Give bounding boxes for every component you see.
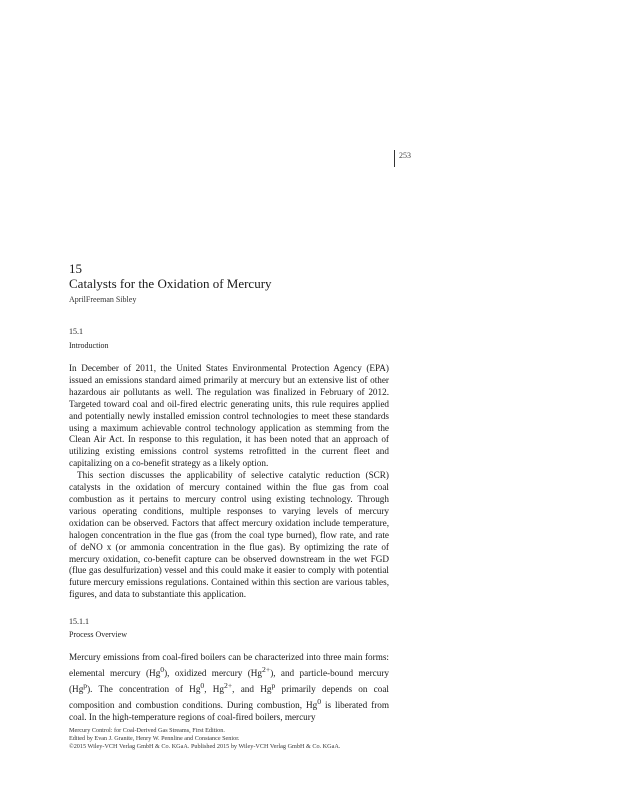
section-title: Introduction: [69, 341, 109, 350]
introduction-body: [69, 363, 389, 601]
footer-line: Mercury Control: for Coal-Derived Gas Streams, First Edition.: [69, 727, 225, 734]
process-overview-body: [69, 652, 389, 724]
chapter-author: AprilFreeman Sibley: [69, 295, 137, 304]
subsection-title: Process Overview: [69, 630, 127, 639]
section-number: 15.1: [69, 327, 83, 336]
page-number-rule: [394, 150, 395, 167]
footer-line: Edited by Evan J. Granite, Henry W. Pennline and Constance Senior.: [69, 735, 240, 742]
paragraph: In December of 2011, the United States Environmental Protection Agency (EPA) issued an emissions standard aimed primarily at mercury but an extensive list of other hazardous air pollutants as well. The regulation was finalized in February of 2012. Targeted toward coal and oil-fired electric generating units, this rule requires applied and potentially newly installed emission control technologies to meet these standards using a maximum achievable control technology application as stemming from the Clean Air Act. In response to this regulation, it has been noted that an approach of utilizing existing emissions control systems retrofitted in the current fleet and capitalizing on a co-benefit strategy as a likely option.: [69, 363, 389, 469]
page-number: 253: [399, 151, 411, 160]
chapter-title: Catalysts for the Oxidation of Mercury: [69, 276, 272, 291]
footer-line: ©2015 Wiley-VCH Verlag GmbH & Co. KGaA. Published 2015 by Wiley-VCH Verlag GmbH & Co. KGaA.: [69, 743, 341, 750]
paragraph: This section discusses the applicability of selective catalytic reduction (SCR) catalysts in the oxidation of mercury contained within the flue gas from coal combustion as it pertains to mercury control using existing technology. Through various operating conditions, multiple responses to varying levels of mercury oxidation can be observed. Factors that affect mercury oxidation include temperature, halogen concentration in the flue gas (from the coal type burned), flow rate, and rate of deNO x (or ammonia concentration in the flue gas). By optimizing the rate of mercury oxidation, co-benefit capture can be observed downstream in the wet FGD (flue gas desulfurization) vessel and this could make it easier to comply with potential future mercury emissions regulations. Contained within this section are various tables, figures, and data to substantiate this application.: [69, 470, 389, 600]
paragraph: Mercury emissions from coal-fired boilers can be characterized into three main forms: elemental mercury (Hg$^0$), oxidized mercury $(Hg^{2+})$, and particle-bound mercury (Hg$^p$). The concentration of Hg$^0$, $Hg^{2+}$, and Hg$^p$ primarily depends on coal composition and combustion conditions. During combustion, Hg$^0$ is liberated from coal. In the high-temperature regions of coal-fired boilers, mercury: [69, 652, 390, 722]
subsection-number: 15.1.1: [69, 617, 89, 626]
copyright-footer: [69, 727, 469, 751]
chapter-number: 15: [69, 261, 82, 276]
